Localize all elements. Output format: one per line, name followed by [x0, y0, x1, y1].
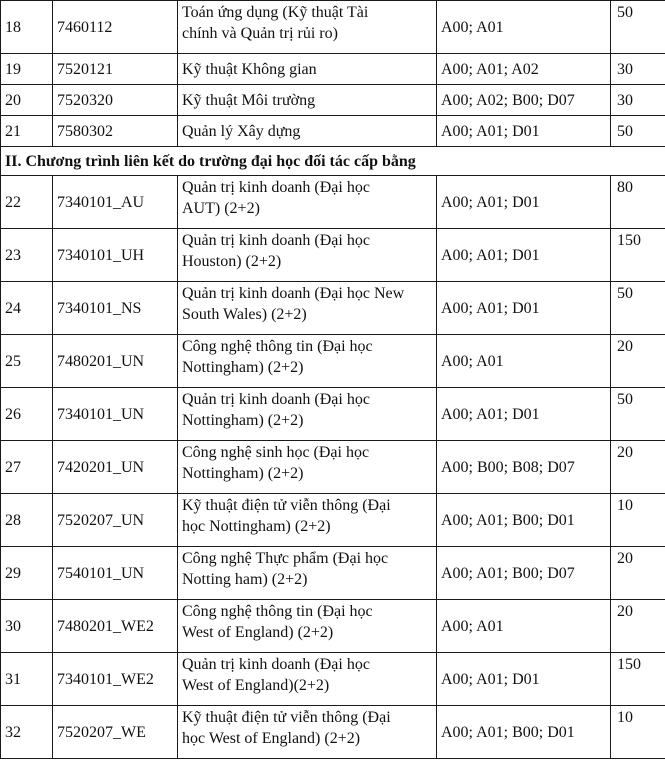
row-number-cell: 19	[1, 54, 53, 85]
row-number-cell: 32	[1, 706, 53, 759]
major-name-line: Notting ham) (2+2)	[182, 571, 308, 588]
row-number-cell: 28	[1, 494, 53, 547]
major-name-line: West of England) (2+2)	[182, 624, 334, 641]
major-name-line: Toán ứng dụng (Kỹ thuật Tài	[182, 4, 369, 21]
major-name-line: Công nghệ sinh học (Đại học	[182, 444, 370, 461]
quota-cell: 30	[611, 54, 665, 85]
row-number-cell: 26	[1, 388, 53, 441]
row-number-cell: 25	[1, 335, 53, 388]
subject-combination-cell: A00; A01; D01	[437, 176, 611, 229]
major-name-line: học West of England) (2+2)	[182, 730, 361, 747]
major-code-cell: 7340101_NS	[53, 282, 178, 335]
admissions-table-body	[1, 1, 665, 759]
major-name-cell	[178, 441, 437, 494]
table-row	[1, 706, 665, 759]
table-row	[1, 441, 665, 494]
major-name-cell	[178, 494, 437, 547]
major-code-cell: 7520207_WE	[53, 706, 178, 759]
subject-combination-cell: A00; A01; D01	[437, 282, 611, 335]
section-header-row	[1, 147, 665, 176]
major-name-line: Quản trị kinh doanh (Đại học	[182, 232, 370, 249]
major-code-cell: 7340101_WE2	[53, 653, 178, 706]
major-name-line: Công nghệ thông tin (Đại học	[182, 338, 373, 355]
quota-cell: 50	[611, 388, 665, 441]
row-number-cell: 23	[1, 229, 53, 282]
subject-combination-cell: A00; A01; B00; D07	[437, 547, 611, 600]
row-number-cell: 21	[1, 116, 53, 147]
quota-cell: 50	[611, 282, 665, 335]
major-name-cell	[178, 335, 437, 388]
major-name-line: Kỹ thuật điện tử viễn thông (Đại	[182, 497, 391, 514]
table-row	[1, 54, 665, 85]
subject-combination-cell: A00; A01; D01	[437, 653, 611, 706]
table-row	[1, 229, 665, 282]
major-code-cell: 7340101_AU	[53, 176, 178, 229]
major-name-line: Kỹ thuật Môi trường	[182, 91, 316, 109]
major-name-line: West of England)(2+2)	[182, 677, 330, 694]
major-name-cell	[178, 547, 437, 600]
major-name-line: Nottingham) (2+2)	[182, 412, 304, 429]
subject-combination-cell: A00; A01; B00; D01	[437, 706, 611, 759]
quota-cell: 150	[611, 229, 665, 282]
quota-cell: 20	[611, 335, 665, 388]
row-number-cell: 27	[1, 441, 53, 494]
major-name-line: Quản trị kinh doanh (Đại học	[182, 656, 370, 673]
major-name-line: học Nottingham) (2+2)	[182, 518, 331, 535]
major-name-cell	[178, 388, 437, 441]
major-code-cell: 7540101_UN	[53, 547, 178, 600]
major-name-line: Quản trị kinh doanh (Đại học New	[182, 285, 405, 302]
quota-cell: 10	[611, 494, 665, 547]
major-code-cell: 7460112	[53, 1, 178, 54]
row-number-cell: 18	[1, 1, 53, 54]
quota-cell: 20	[611, 441, 665, 494]
major-name-line: AUT) (2+2)	[182, 200, 260, 217]
major-name-line: Kỹ thuật điện tử viễn thông (Đại	[182, 709, 391, 726]
quota-cell: 20	[611, 547, 665, 600]
major-name-line: Nottingham) (2+2)	[182, 359, 304, 376]
subject-combination-cell: A00; A01	[437, 335, 611, 388]
table-row	[1, 335, 665, 388]
major-name-line: Houston) (2+2)	[182, 253, 282, 270]
quota-cell: 50	[611, 116, 665, 147]
major-name-cell	[178, 116, 437, 147]
major-name-cell	[178, 85, 437, 116]
major-code-cell: 7520320	[53, 85, 178, 116]
table-row	[1, 547, 665, 600]
major-name-cell	[178, 1, 437, 54]
quota-cell: 150	[611, 653, 665, 706]
major-name-line: Quản trị kinh doanh (Đại học	[182, 179, 370, 196]
major-name-cell	[178, 176, 437, 229]
major-name-line: Công nghệ thông tin (Đại học	[182, 603, 373, 620]
major-name-line: South Wales) (2+2)	[182, 306, 307, 323]
major-code-cell: 7520121	[53, 54, 178, 85]
table-row	[1, 282, 665, 335]
table-row	[1, 85, 665, 116]
major-name-line: Quản lý Xây dựng	[182, 122, 301, 140]
subject-combination-cell: A00; A01	[437, 1, 611, 54]
row-number-cell: 20	[1, 85, 53, 116]
subject-combination-cell: A00; A01; A02	[437, 54, 611, 85]
subject-combination-cell: A00; A01	[437, 600, 611, 653]
table-row	[1, 600, 665, 653]
major-code-cell: 7480201_UN	[53, 335, 178, 388]
major-name-line: Công nghệ Thực phẩm (Đại học	[182, 550, 389, 567]
major-code-cell: 7340101_UH	[53, 229, 178, 282]
subject-combination-cell: A00; A01; D01	[437, 116, 611, 147]
major-name-cell	[178, 653, 437, 706]
quota-cell: 20	[611, 600, 665, 653]
table-row	[1, 388, 665, 441]
major-code-cell: 7580302	[53, 116, 178, 147]
major-name-cell	[178, 706, 437, 759]
quota-cell: 50	[611, 1, 665, 54]
subject-combination-cell: A00; A01; B00; D01	[437, 494, 611, 547]
subject-combination-cell: A00; A01; D01	[437, 388, 611, 441]
major-name-line: chính và Quản trị rủi ro)	[182, 25, 338, 42]
major-code-cell: 7340101_UN	[53, 388, 178, 441]
major-code-cell: 7520207_UN	[53, 494, 178, 547]
table-row	[1, 176, 665, 229]
major-name-line: Nottingham) (2+2)	[182, 465, 304, 482]
major-name-cell	[178, 600, 437, 653]
row-number-cell: 22	[1, 176, 53, 229]
row-number-cell: 29	[1, 547, 53, 600]
subject-combination-cell: A00; A02; B00; D07	[437, 85, 611, 116]
subject-combination-cell: A00; B00; B08; D07	[437, 441, 611, 494]
section-title: II. Chương trình liên kết do trường đại học đối tác cấp bằng	[1, 147, 665, 176]
subject-combination-cell: A00; A01; D01	[437, 229, 611, 282]
major-name-cell	[178, 54, 437, 85]
quota-cell: 80	[611, 176, 665, 229]
table-row	[1, 116, 665, 147]
major-name-line: Kỹ thuật Không gian	[182, 60, 317, 78]
row-number-cell: 30	[1, 600, 53, 653]
major-name-cell	[178, 282, 437, 335]
major-name-line: Quản trị kinh doanh (Đại học	[182, 391, 370, 408]
quota-cell: 30	[611, 85, 665, 116]
major-code-cell: 7480201_WE2	[53, 600, 178, 653]
table-row	[1, 494, 665, 547]
major-code-cell: 7420201_UN	[53, 441, 178, 494]
row-number-cell: 24	[1, 282, 53, 335]
quota-cell: 10	[611, 706, 665, 759]
table-row	[1, 1, 665, 54]
major-name-cell	[178, 229, 437, 282]
table-row	[1, 653, 665, 706]
row-number-cell: 31	[1, 653, 53, 706]
